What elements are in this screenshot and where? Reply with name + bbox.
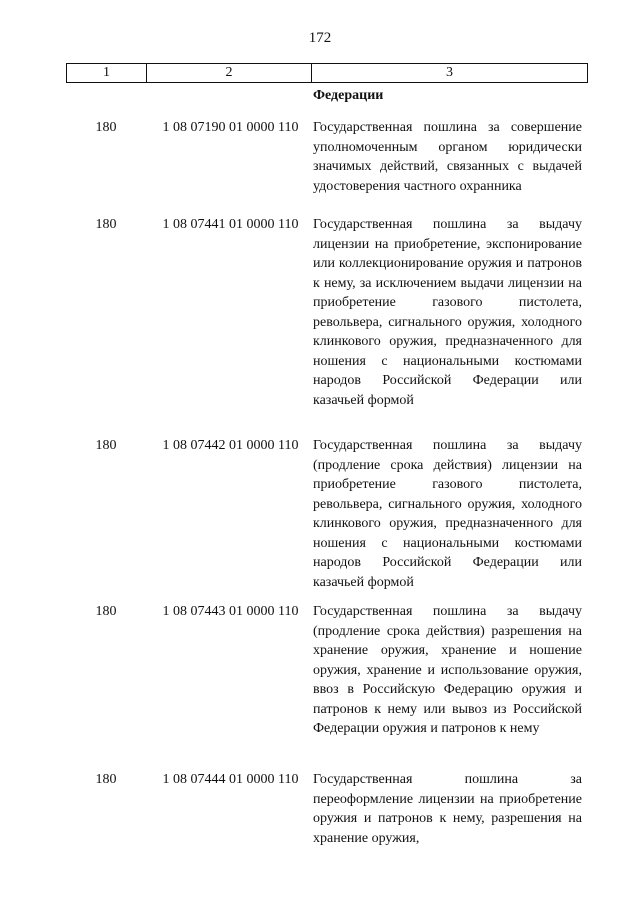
admin-code: 180 — [95, 120, 117, 135]
budget-classification-code: 1 08 07443 01 0000 110 — [162, 604, 299, 619]
admin-code: 180 — [95, 604, 117, 619]
header-col-1: 1 — [67, 64, 147, 82]
admin-code: 180 — [95, 438, 117, 453]
revenue-description: Государственная пошлина за переоформление лицензии на приобретение оружия и патронов к нему, разрешения на хранение оружия, — [313, 772, 582, 846]
revenue-description: Государственная пошлина за выдачу лицензии на приобретение, экспонирование или коллекционирование оружия и патронов к нему, за исключением выдачи лицензии на приобретение газового пистолета, револьвера, сигнального оружия, холодного клинкового оружия, предназначенного для ношения с национальными костюмами народов Российской Федерации или казачьей формой — [313, 217, 582, 408]
budget-classification-code: 1 08 07444 01 0000 110 — [162, 772, 299, 787]
revenue-description: Государственная пошлина за выдачу (продление срока действия) лицензии на приобретение газового пистолета, револьвера, сигнального оружия, холодного клинкового оружия, предназначенного для ношения с национальными костюмами народов Российской Федерации или казачьей формой — [313, 438, 582, 590]
page-number: 172 — [308, 30, 332, 46]
header-col-3: 3 — [446, 65, 453, 80]
revenue-description: Государственная пошлина за совершение уполномоченным органом юридически значимых действий, связанных с выдачей удостоверения частного охранника — [313, 120, 582, 194]
header-col-2: 2 — [147, 64, 312, 82]
budget-classification-code: 1 08 07441 01 0000 110 — [162, 217, 299, 232]
continuation-text: Федерации — [313, 88, 384, 103]
budget-classification-code: 1 08 07190 01 0000 110 — [162, 120, 299, 135]
admin-code: 180 — [95, 217, 117, 232]
revenue-description: Государственная пошлина за выдачу (продление срока действия) разрешения на хранение оружия, хранение и ношение оружия, хранение и использование оружия, ввоз в Российскую Федерацию оружия и патронов к нему или вывоз из Российской Федерации оружия и патронов к нему — [313, 604, 582, 736]
table-header — [66, 63, 588, 83]
admin-code: 180 — [95, 772, 117, 787]
budget-classification-code: 1 08 07442 01 0000 110 — [162, 438, 299, 453]
